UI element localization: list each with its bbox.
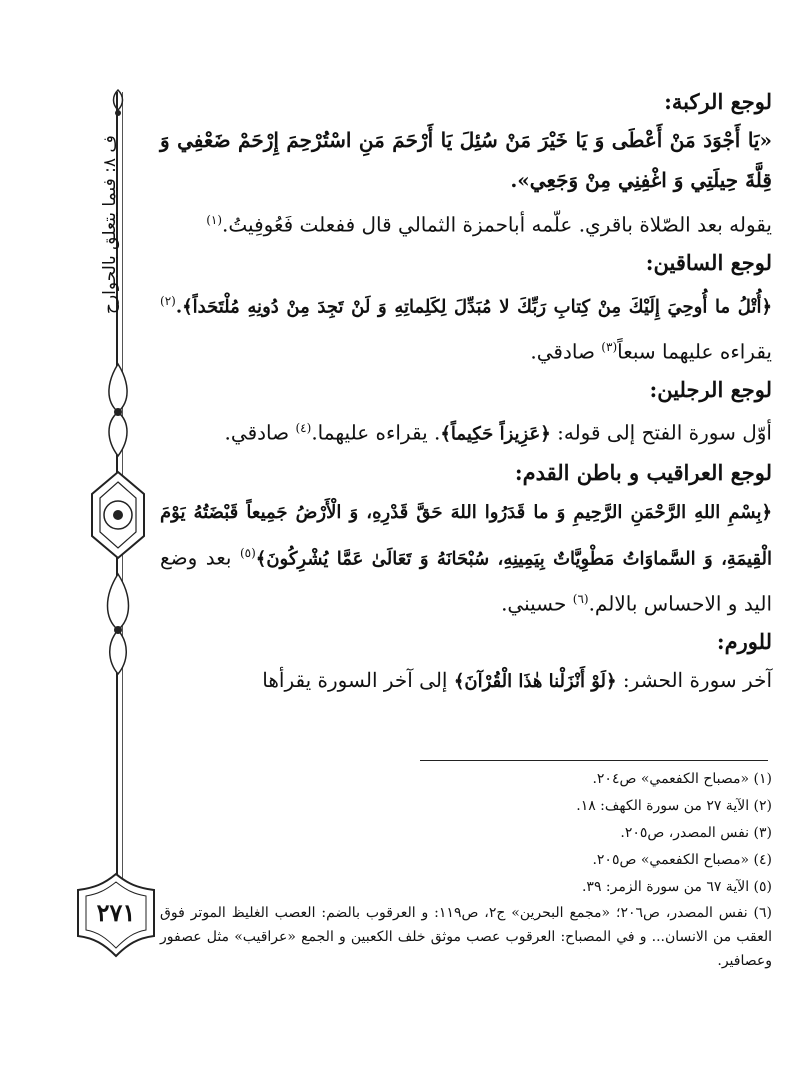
section-heading: للورم:: [716, 628, 772, 654]
footnote-item: (١) «مصباح الكفعمي» ص٢٠٤.: [592, 771, 772, 787]
footnote-item: (٢) الآية ٢٧ من سورة الكهف: ١٨.: [576, 798, 772, 814]
body-text: يقوله بعد الصّلاة باقري. علّمه أباحمزة الثمالي قال ففعلت فَعُوفِيتُ.: [222, 212, 772, 237]
body-text: آخر سورة الحشر:: [622, 667, 772, 692]
body-text-tail: . يقراءه عليهما.: [311, 420, 441, 445]
body-paragraph: [160, 408, 772, 455]
footnote-ref[interactable]: (٥): [239, 545, 256, 560]
medallion-ornament-icon: [84, 470, 152, 560]
body-text: بعد وضع اليد و الاحساس بالالم.: [160, 545, 772, 616]
body-text: أوّل سورة الفتح إلى قوله:: [557, 420, 772, 445]
prayer-text: «يَا أَجْوَدَ مَنْ أَعْطَى وَ يَا خَيْرَ مَنْ سُئِلَ يَا أَرْحَمَ مَنِ اسْتُرْحِمَ إِرْحَمْ ضَعْفِي وَ قِلَّةَ حِيلَتِي وَ اغْفِنِي مِنْ وَجَعِي».: [160, 128, 772, 192]
body-paragraph: [160, 491, 772, 624]
quran-verse: ﴿بِسْمِ اللهِ الرَّحْمَنِ الرَّحِيمِ وَ ما قَدَرُوا اللهَ حَقَّ قَدْرِهِ، وَ الْأَرْضُ جَمِيعاً قَبْضَتُهُ يَوْمَ الْقِيمَةِ، وَ السَّماوَاتُ مَطْوِيَّاتٌ بِيَمِينِهِ، سُبْحَانَهُ وَ تَعَالَىٰ عَمَّا يُشْرِكُونَ﴾: [160, 501, 772, 570]
quran-verse: ﴿أُتْلُ ما أُوحِيَ إِلَيْكَ مِنْ كِتابِ رَبِّكَ لا مُبَدِّلَ لِكَلِماتِهِ وَ لَنْ تَجِدَ مِنْ دُونِهِ مُلْتَحَداً﴾.: [175, 296, 772, 318]
footnote-ref[interactable]: (٤): [295, 420, 312, 435]
chapter-label: ف ٨: فيما يتعلق بالجوارح: [100, 135, 120, 315]
lantern-ornament-icon: [94, 360, 142, 460]
body-text-tail: حسيني.: [501, 591, 567, 616]
body-paragraph: [160, 281, 772, 372]
footnote-ref[interactable]: (١): [206, 213, 223, 227]
footnotes: [160, 766, 772, 973]
section-heading: لوجع الركبة:: [664, 89, 772, 114]
quran-verse: ﴿لَوْ أَنْزَلْنا هٰذَا الْقُرْآنَ﴾: [453, 670, 617, 692]
footnote-ref[interactable]: (٢): [160, 293, 176, 308]
section-heading: لوجع الرجلين:: [649, 376, 772, 402]
quran-verse: ﴿عَزِيزاً حَكِيماً﴾: [440, 423, 551, 445]
footnote-item: (٣) نفس المصدر، ص٢٠٥.: [620, 825, 772, 841]
body-text: يقراءه عليهما سبعاً: [617, 339, 772, 364]
body-text-end: صادقي.: [224, 420, 290, 445]
footnote-divider: [420, 760, 768, 761]
footnote-item: (٥) الآية ٦٧ من سورة الزمر: ٣٩.: [581, 879, 772, 895]
body-text-tail: صادقي.: [530, 339, 595, 364]
footnote-ref[interactable]: (٦): [572, 592, 589, 607]
body-paragraph: [160, 660, 772, 702]
footnote-item: (٦) نفس المصدر، ص٢٠٦؛ «مجمع البحرين» ج٢، ص١١٩: و العرقوب بالضم: العصب الغليظ الموتر فوق العقب من الانسان... و في المصباح: العرقوب عصب موثق خلف الكعبين و الجمع «عراقيب» مثل عصفور وعصافير.: [160, 905, 772, 969]
footnote-ref[interactable]: (٣): [601, 340, 618, 355]
main-content: [160, 84, 772, 702]
page-number: ٢٧١: [96, 898, 136, 927]
body-text-tail: إلى آخر السورة يقرأها: [262, 667, 448, 692]
section-heading: لوجع الساقين:: [645, 249, 772, 275]
section-heading: لوجع العراقيب و باطن القدم:: [514, 459, 772, 485]
footnote-item: (٤) «مصباح الكفعمي» ص٢٠٥.: [592, 852, 772, 868]
lower-lantern-ornament-icon: [90, 570, 146, 680]
body-paragraph: [160, 200, 772, 245]
